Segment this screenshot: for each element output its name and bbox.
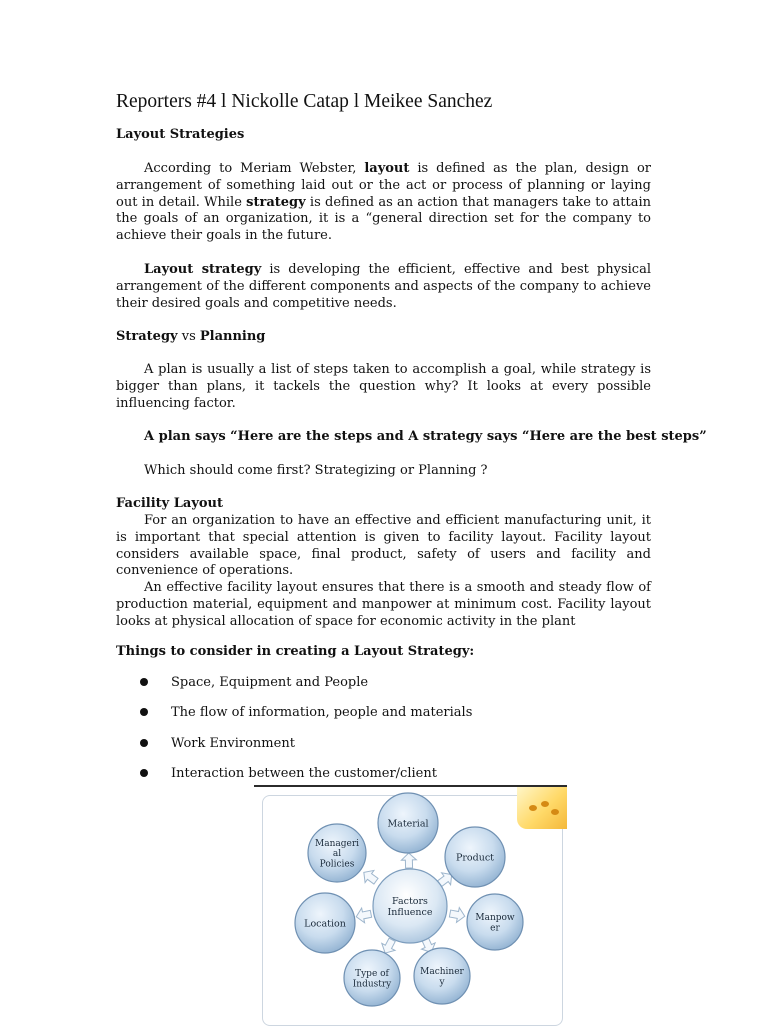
paragraph-layout-strategy: Layout strategy is developing the efficient, effective and best physical arrangement of the different components and aspects of the company to achieve their desired goals and competitive needs. bbox=[116, 262, 651, 311]
paragraph-layout-definition: According to Meriam Webster, layout is defined as the plan, design or arrangement of something laid out or the act or process of planning or laying out in detail. While strategy is defined as an action that managers take to attain the goals of an organization, it is a “general direction set for the company to achieve their goals in the future. bbox=[116, 161, 651, 244]
list-item-label: Work Environment bbox=[171, 736, 295, 751]
center-bubble-label-line: Factors bbox=[392, 895, 428, 907]
factor-bubble bbox=[295, 893, 355, 953]
bullet-icon bbox=[140, 739, 148, 747]
factor-bubble-label-line: Policies bbox=[319, 859, 355, 870]
question-which-first: Which should come first? Strategizing or Planning ? bbox=[144, 463, 488, 478]
center-bubble-label-line: Influence bbox=[387, 906, 433, 918]
paragraph-plan-vs-strategy: A plan is usually a list of steps taken to accomplish a goal, while strategy is bigger than plans, it tackels the question why? It looks at every possible influencing factor. bbox=[116, 362, 651, 411]
factor-bubble bbox=[414, 948, 470, 1004]
factor-bubble-label-line: Product bbox=[456, 852, 494, 864]
nodes-layer bbox=[295, 793, 523, 1006]
factor-bubble-label-line: Machiner bbox=[420, 966, 464, 977]
factor-bubble-label-line: Material bbox=[387, 818, 429, 830]
list-item-label: The flow of information, people and materials bbox=[171, 705, 473, 720]
heading-facility-layout: Facility Layout bbox=[116, 496, 224, 511]
factor-bubble bbox=[445, 827, 505, 887]
list-item-label: Space, Equipment and People bbox=[171, 675, 369, 690]
factor-bubble-label-line: er bbox=[490, 923, 500, 934]
arrow-icon bbox=[449, 906, 467, 924]
page-title: Reporters #4 l Nickolle Catap l Meikee Sanchez bbox=[116, 91, 493, 112]
list-item-label: Interaction between the customer/client bbox=[171, 766, 437, 781]
factor-bubble-label-line: Manpow bbox=[475, 912, 515, 923]
bullet-icon bbox=[140, 769, 148, 777]
factor-bubble-label-line: Manageri bbox=[314, 838, 360, 849]
factor-bubble bbox=[467, 894, 523, 950]
bullet-icon bbox=[140, 708, 148, 716]
heading-strategy-vs-planning: Strategy vs Planning bbox=[116, 329, 266, 344]
arrow-icon bbox=[355, 906, 373, 924]
factor-bubble-label-line: Industry bbox=[352, 979, 392, 990]
factor-bubble-label-line: y bbox=[439, 977, 445, 988]
factors-influence-diagram bbox=[254, 785, 567, 1026]
quote-plan-strategy: A plan says “Here are the steps and A strategy says “Here are the best steps” bbox=[144, 429, 707, 444]
factor-bubble-label-line: Location bbox=[304, 918, 346, 930]
factor-bubble bbox=[308, 824, 366, 882]
factor-bubble bbox=[378, 793, 438, 853]
heading-things-to-consider: Things to consider in creating a Layout Strategy: bbox=[116, 644, 475, 659]
bullet-icon bbox=[140, 678, 148, 686]
diagram-svg bbox=[254, 787, 567, 1026]
arrow-icon bbox=[401, 853, 416, 868]
center-bubble bbox=[373, 869, 447, 943]
paragraph-facility-layout-1: For an organization to have an effective and efficient manufacturing unit, it is important that special attention is given to facility layout. Facility layout considers available space, final product, safety of users and facility and convenience of operations. bbox=[116, 513, 651, 579]
factor-bubble-label-line: Type of bbox=[355, 968, 389, 979]
factor-bubble-label-line: al bbox=[332, 849, 342, 860]
paragraph-facility-layout-2: An effective facility layout ensures that there is a smooth and steady flow of production material, equipment and manpower at minimum cost. Facility layout looks at physical allocation of space for economic activity in the plant bbox=[116, 580, 651, 629]
factor-bubble bbox=[344, 950, 400, 1006]
heading-layout-strategies: Layout Strategies bbox=[116, 127, 245, 142]
arrow-icon bbox=[359, 866, 380, 887]
